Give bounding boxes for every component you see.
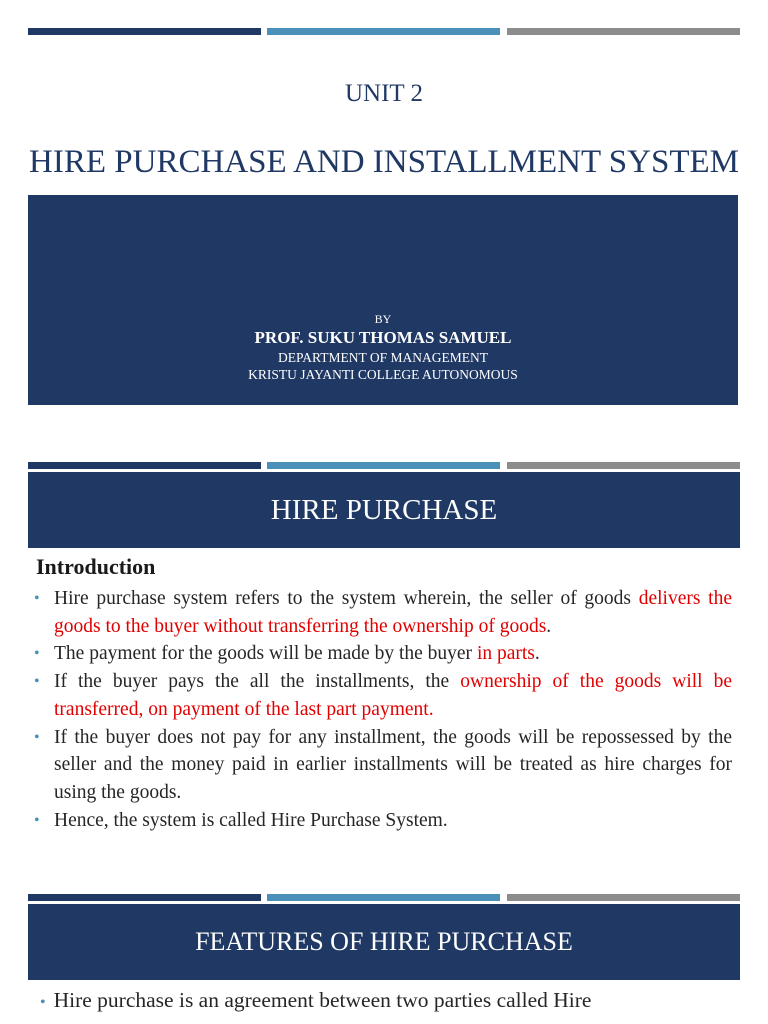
accent-bars	[28, 462, 740, 469]
accent-bar-navy	[28, 462, 261, 469]
list-item	[30, 585, 732, 640]
list-item	[30, 668, 732, 723]
author-panel	[28, 195, 738, 405]
bullet-text: Hire purchase system refers to the system wherein, the seller of goods	[54, 588, 639, 609]
accent-bar-navy	[28, 894, 261, 901]
bullet-icon: •	[34, 673, 40, 691]
accent-bar-blue	[267, 28, 500, 35]
author-name: PROF. SUKU THOMAS SAMUEL	[254, 328, 512, 347]
highlight-text: delivers the goods to the buyer without transferring the ownership of goods	[54, 588, 732, 637]
list-item	[30, 807, 732, 835]
accent-bar-blue	[267, 462, 500, 469]
slide-heading: HIRE PURCHASE	[28, 472, 740, 548]
accent-bars	[28, 28, 740, 35]
accent-bar-blue	[267, 894, 500, 901]
highlight-text: ownership of the goods will be transferred, on payment of the last part payment.	[54, 671, 732, 720]
bullet-text: Hire purchase is an agreement between two parties called Hire	[53, 988, 592, 1012]
bullet-list	[30, 585, 732, 834]
title-slide	[0, 0, 768, 450]
accent-bars	[28, 894, 740, 901]
list-item	[40, 988, 740, 1013]
bullet-icon: •	[40, 994, 46, 1011]
accent-bar-gray	[507, 894, 740, 901]
by-label: BY	[374, 312, 392, 326]
section-subtitle: Introduction	[36, 554, 156, 579]
bullet-text: The payment for the goods will be made by the buyer	[54, 643, 477, 665]
department: DEPARTMENT OF MANAGEMENT	[278, 350, 488, 365]
slide-heading: FEATURES OF HIRE PURCHASE	[28, 904, 740, 980]
accent-bar-navy	[28, 28, 261, 35]
hire-purchase-slide	[0, 450, 768, 890]
bullet-icon: •	[34, 590, 40, 607]
presentation-title: HIRE PURCHASE AND INSTALLMENT SYSTEM	[29, 144, 739, 180]
bullet-text: Hence, the system is called Hire Purchase System.	[54, 809, 448, 831]
features-slide	[0, 890, 768, 1024]
accent-bar-gray	[507, 28, 740, 35]
unit-label: UNIT 2	[344, 80, 423, 107]
accent-bar-gray	[507, 462, 740, 469]
bullet-icon: •	[34, 728, 40, 746]
college-name: KRISTU JAYANTI COLLEGE AUTONOMOUS	[248, 367, 518, 382]
bullet-text: .	[546, 615, 552, 637]
bullet-icon: •	[34, 811, 40, 829]
highlight-text: in parts	[476, 643, 535, 665]
list-item	[30, 640, 732, 668]
bullet-icon: •	[34, 645, 40, 663]
bullet-text: If the buyer does not pay for any installment, the goods will be repossessed by the seller and the money paid in earlier installments will be treated as hire charges for using the goods.	[54, 726, 732, 803]
bullet-text: .	[534, 643, 540, 665]
bullet-text: If the buyer pays the all the installments, the	[54, 671, 461, 693]
list-item	[30, 724, 732, 807]
